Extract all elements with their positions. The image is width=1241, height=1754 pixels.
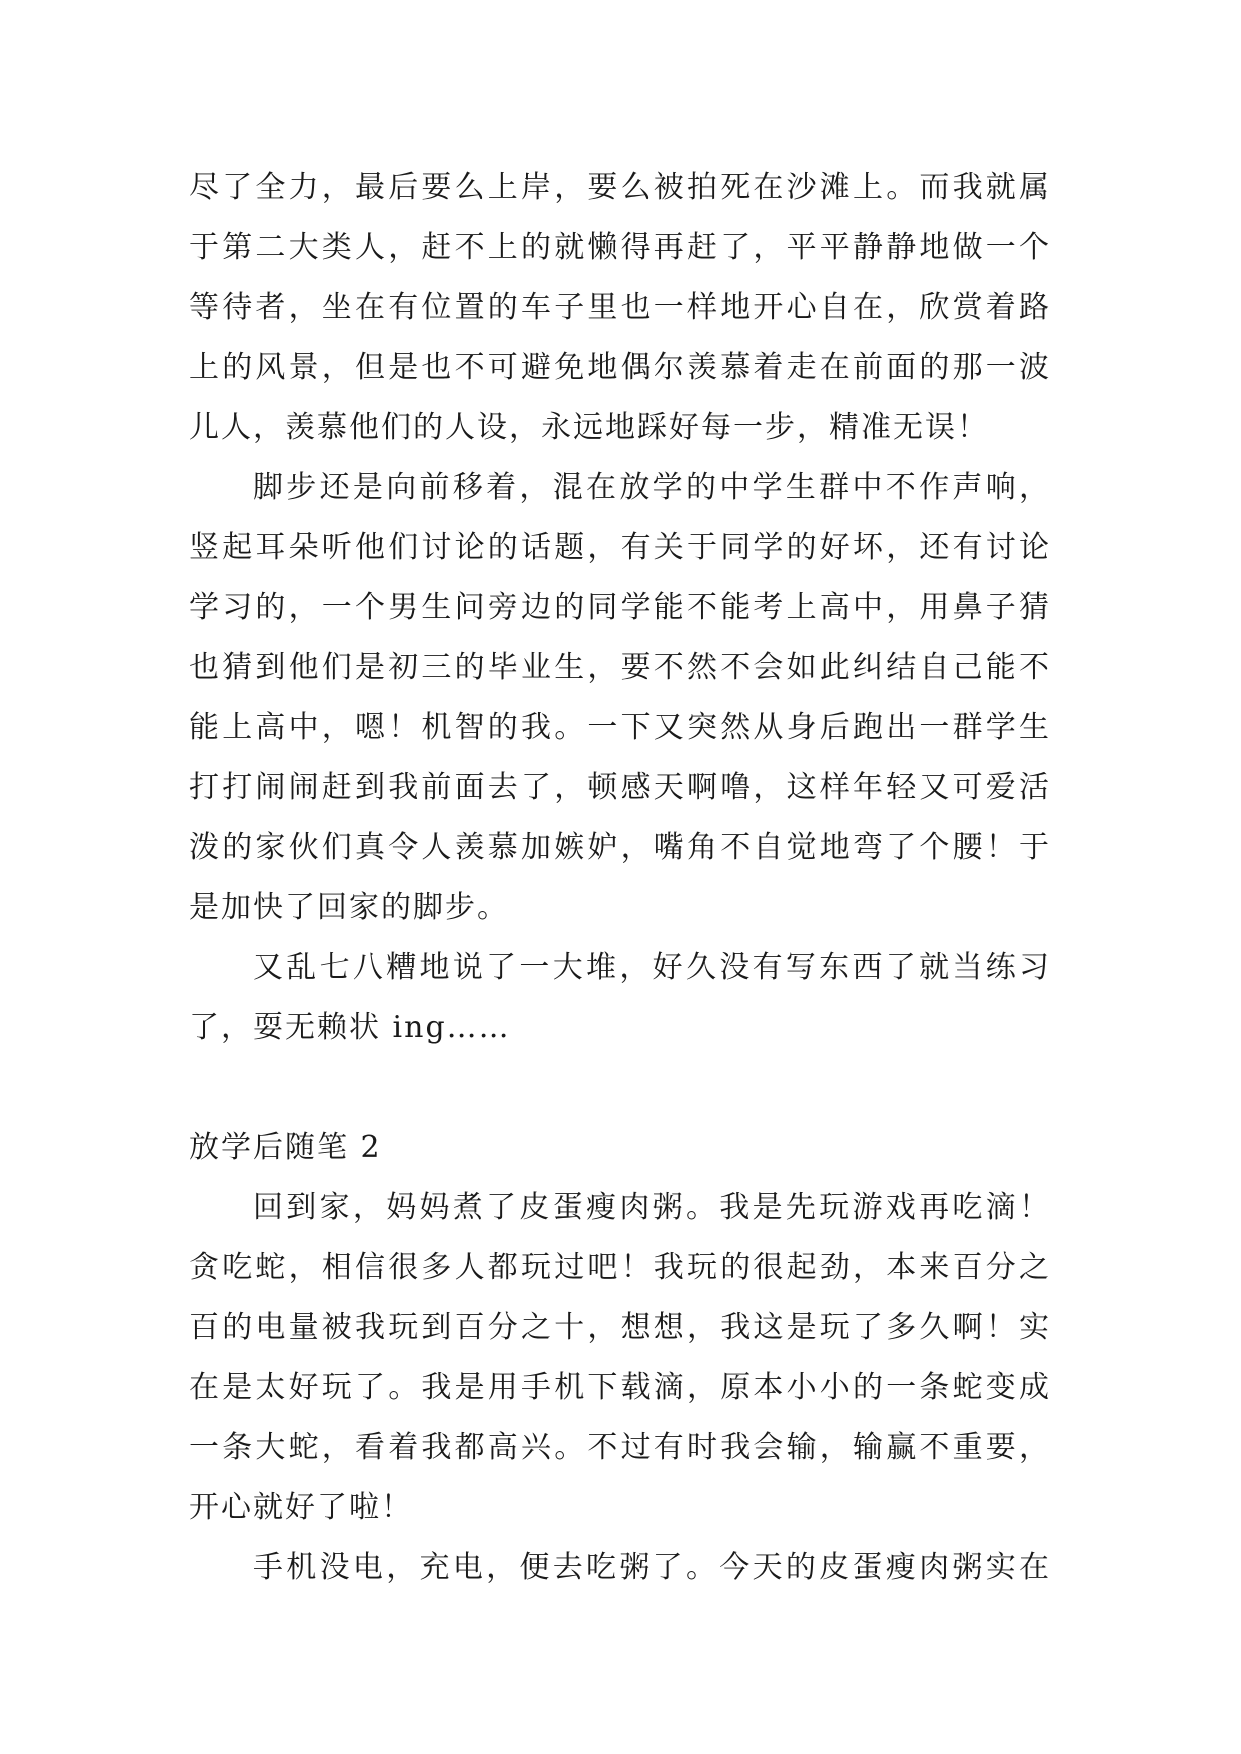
- section-title: 放学后随笔 2: [189, 1130, 382, 1165]
- text-line: 又乱七八糟地说了一大堆，好久没有写东西了就当练习: [253, 950, 1051, 985]
- text-line: 在是太好玩了。我是用手机下载滴，原本小小的一条蛇变成: [189, 1370, 1051, 1405]
- text-line: 是加快了回家的脚步。: [189, 890, 509, 925]
- paragraph: [189, 1178, 1051, 1538]
- text-line: 尽了全力，最后要么上岸，要么被拍死在沙滩上。而我就属: [189, 170, 1051, 205]
- text-line: 能上高中，嗯！机智的我。一下又突然从身后跑出一群学生: [189, 710, 1051, 745]
- text-line: 也猜到他们是初三的毕业生，要不然不会如此纠结自己能不: [189, 650, 1051, 685]
- text-line: 手机没电，充电，便去吃粥了。今天的皮蛋瘦肉粥实在: [253, 1550, 1051, 1585]
- text-line: 回到家，妈妈煮了皮蛋瘦肉粥。我是先玩游戏再吃滴！: [253, 1190, 1051, 1225]
- text-line: 一条大蛇，看着我都高兴。不过有时我会输，输赢不重要，: [189, 1430, 1051, 1465]
- text-line: 百的电量被我玩到百分之十，想想，我这是玩了多久啊！实: [189, 1310, 1051, 1345]
- text-line: 学习的，一个男生问旁边的同学能不能考上高中，用鼻子猜: [189, 590, 1051, 625]
- text-line: 竖起耳朵听他们讨论的话题，有关于同学的好坏，还有讨论: [189, 530, 1051, 565]
- text-line: 等待者，坐在有位置的车子里也一样地开心自在，欣赏着路: [189, 290, 1051, 325]
- paragraph: [189, 938, 1051, 1058]
- text-line: 贪吃蛇，相信很多人都玩过吧！我玩的很起劲，本来百分之: [189, 1250, 1051, 1285]
- text-line: 打打闹闹赶到我前面去了，顿感天啊噜，这样年轻又可爱活: [189, 770, 1051, 805]
- text-line: 了，耍无赖状 ing……: [189, 1010, 511, 1045]
- paragraph: [189, 458, 1051, 938]
- section-spacer: [189, 1058, 1051, 1118]
- text-line: 上的风景，但是也不可避免地偶尔羡慕着走在前面的那一波: [189, 350, 1051, 385]
- text-line: 于第二大类人，赶不上的就懒得再赶了，平平静静地做一个: [189, 230, 1051, 265]
- paragraph: [189, 158, 1051, 458]
- text-line: 开心就好了啦！: [189, 1490, 413, 1525]
- paragraph: [189, 1538, 1051, 1598]
- text-line: 儿人，羡慕他们的人设，永远地踩好每一步，精准无误！: [189, 410, 989, 445]
- text-line: 泼的家伙们真令人羡慕加嫉妒，嘴角不自觉地弯了个腰！于: [189, 830, 1051, 865]
- document-body: [189, 158, 1051, 1598]
- text-line: 脚步还是向前移着，混在放学的中学生群中不作声响，: [253, 470, 1051, 505]
